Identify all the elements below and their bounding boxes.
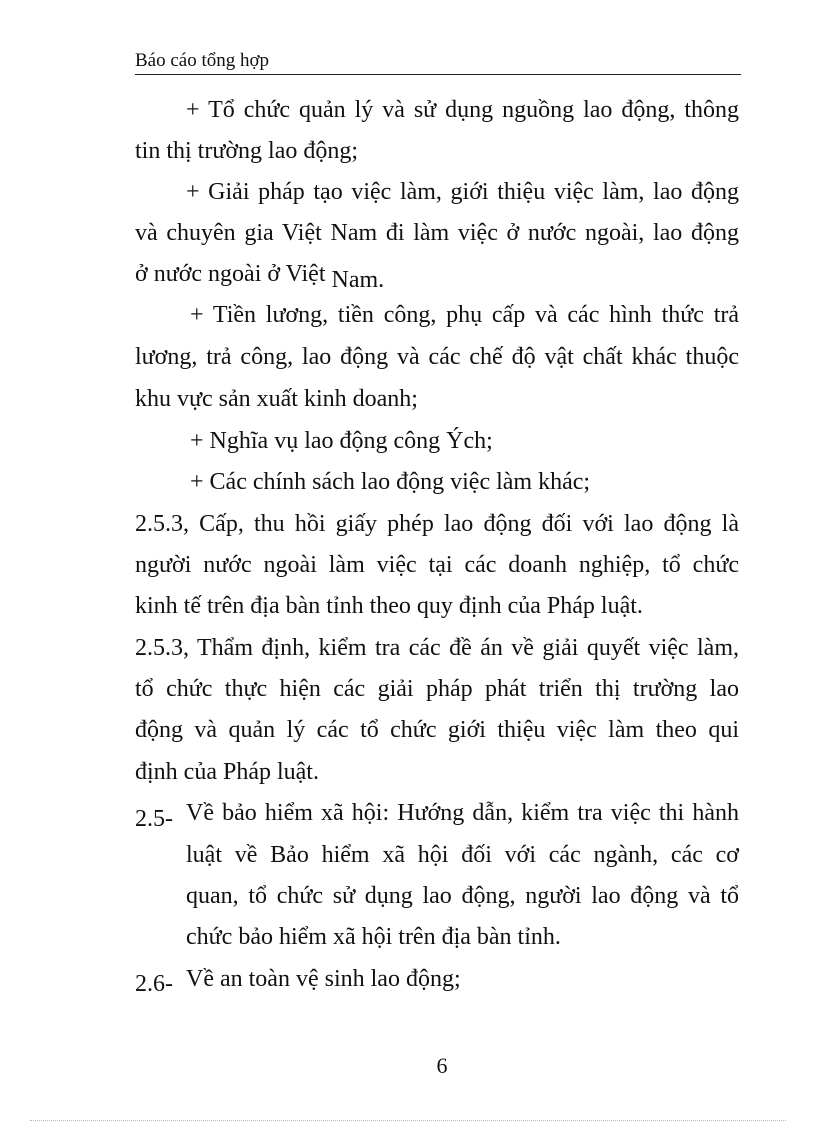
text-line: tổ chức thực hiện các giải pháp phát triển thị trường lao (135, 676, 739, 702)
text-line: luật về Bảo hiểm xã hội đối với các ngành, các cơ (186, 842, 739, 868)
text-line: + Giải pháp tạo việc làm, giới thiệu việc làm, lao động (186, 179, 739, 205)
text-line: lương, trả công, lao động và các chế độ vật chất khác thuộc (135, 344, 739, 370)
text-line: động và quản lý các tổ chức giới thiệu việc làm theo qui (135, 717, 739, 743)
text-line: người nước ngoài làm việc tại các doanh nghiệp, tổ chức (135, 552, 739, 578)
text-fragment: Nam. (331, 267, 385, 293)
text-line: + Tiền lương, tiền công, phụ cấp và các hình thức trả (190, 302, 739, 328)
text-line: chức bảo hiểm xã hội trên địa bàn tỉnh. (186, 924, 561, 950)
text-line: Về bảo hiểm xã hội: Hướng dẫn, kiểm tra việc thi hành (186, 800, 739, 826)
text-line: 2.5.3, Cấp, thu hồi giấy phép lao động đối với lao động là (135, 511, 739, 537)
page-divider (30, 1120, 786, 1121)
text-line: khu vực sản xuất kinh doanh; (135, 386, 418, 412)
page-header-title: Báo cáo tổng hợp (135, 50, 741, 75)
text-line: và chuyên gia Việt Nam đi làm việc ở nước ngoài, lao động (135, 220, 739, 246)
text-line: + Nghĩa vụ lao động công Ých; (190, 428, 493, 454)
text-fragment: ở nước ngoài ở Việt (135, 261, 326, 287)
text-line: định của Pháp luật. (135, 759, 319, 785)
text-line (135, 259, 739, 293)
text-line: quan, tổ chức sử dụng lao động, người lao động và tổ (186, 883, 739, 909)
text-line: tin thị trường lao động; (135, 138, 359, 164)
text-line: + Tổ chức quản lý và sử dụng nguồng lao động, thông (186, 97, 739, 123)
section-number: 2.6- (135, 971, 173, 997)
text-line: Về an toàn vệ sinh lao động; (186, 966, 461, 992)
page-number: 6 (436, 1053, 448, 1078)
text-line: + Các chính sách lao động việc làm khác; (190, 469, 591, 495)
text-line: 2.5.3, Thẩm định, kiểm tra các đề án về giải quyết việc làm, (135, 635, 739, 661)
section-number: 2.5- (135, 806, 173, 832)
text-line: kinh tế trên địa bàn tỉnh theo quy định của Pháp luật. (135, 593, 643, 619)
